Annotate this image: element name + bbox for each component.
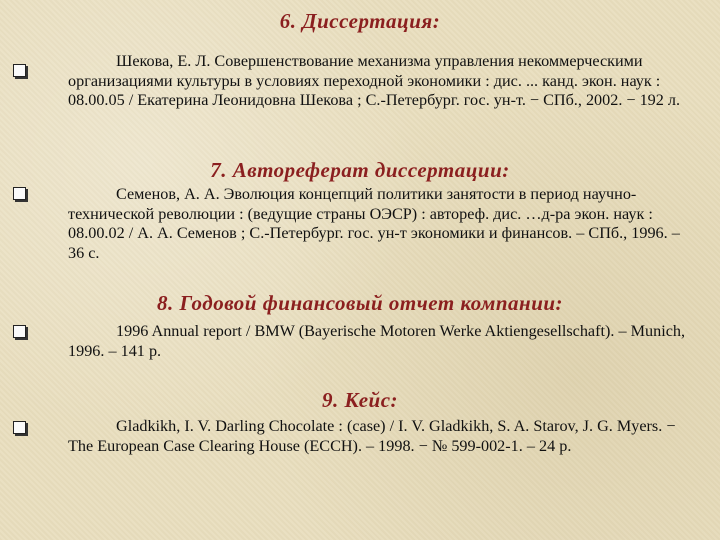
checkbox-bullet-icon: [13, 421, 26, 434]
heading-dissertation: 6. Диссертация:: [279, 9, 441, 33]
entry-dissertation-abstract: Семенов, А. А. Эволюция концепций политики занятости в период научно- технической революции : (ведущие страны ОЭСР) : автореф. дис. …д-ра экон. наук : 08.00.02 / А. А. Семенов ; С.-Петербург. гос. ун-т экономики и финансов. – СПб., 1996. – 36 с.: [68, 185, 680, 262]
heading-case: 9. Кейс:: [321, 388, 399, 412]
entry-dissertation: Шекова, Е. Л. Совершенствование механизма управления некоммерческими организациями культуры в условиях переходной экономики : дис. ... канд. экон. наук : 08.00.05 / Екатерина Леонидовна Шекова ; С.-Петербург. гос. ун-т. − СПб., 2002. − 192 л.: [68, 52, 681, 109]
entry-annual-report: 1996 Annual report / BMW (Bayerische Motoren Werke Aktiengesellschaft). – Munich, 1996. – 141 p.: [68, 322, 686, 360]
heading-annual-report: 8. Годовой финансовый отчет компании:: [156, 291, 564, 315]
checkbox-bullet-icon: [13, 187, 26, 200]
checkbox-bullet-icon: [13, 64, 26, 77]
checkbox-bullet-icon: [13, 325, 26, 338]
heading-dissertation-abstract: 7. Автореферат диссертации:: [210, 158, 510, 182]
entry-case: Gladkikh, I. V. Darling Chocolate : (case) / I. V. Gladkikh, S. A. Starov, J. G. Myers. − The European Case Clearing House (ECCH). – 1998. − № 599-002-1. – 24 p.: [68, 417, 676, 455]
